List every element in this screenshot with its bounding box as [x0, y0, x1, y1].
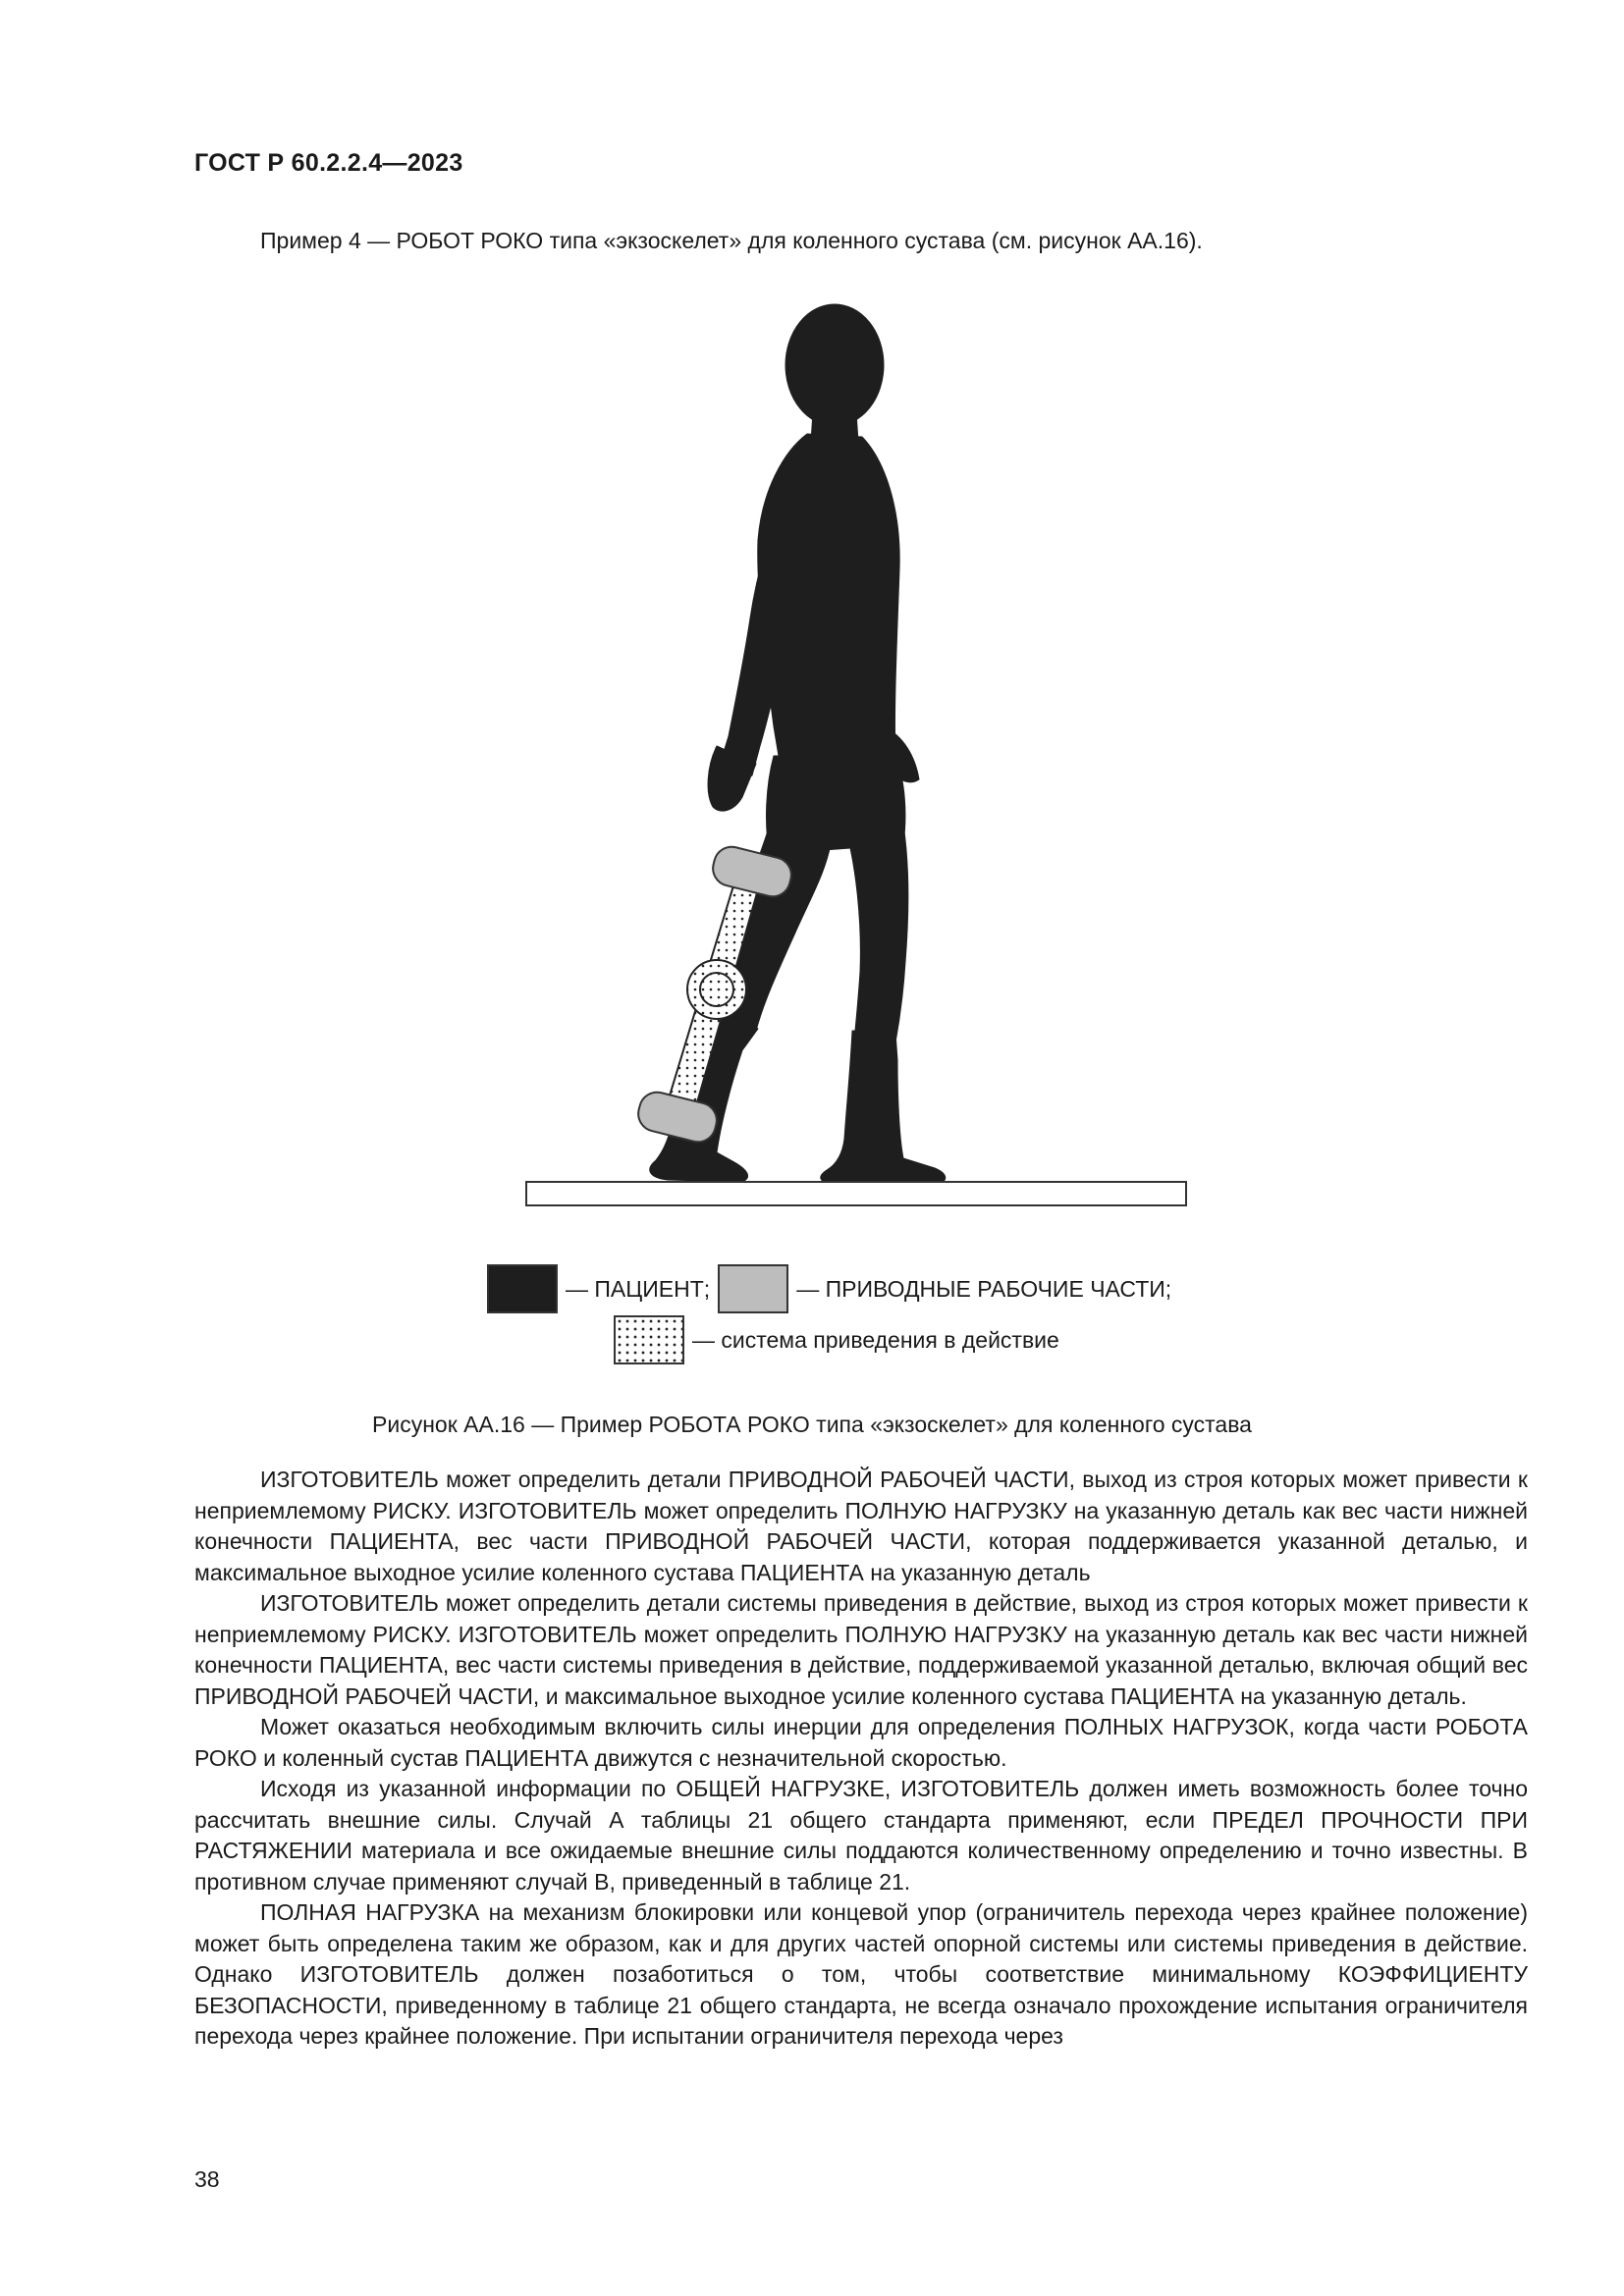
- patient-swatch: [487, 1264, 558, 1313]
- paragraph: Может оказаться необходимым включить силы инерции для определения ПОЛНЫХ НАГРУЗОК, когда части РОБОТА РОКО и коленный сустав ПАЦИЕНТА движутся с незначительной скоростью.: [194, 1714, 1528, 1771]
- floor-platform: [526, 1182, 1186, 1205]
- paragraph: ИЗГОТОВИТЕЛЬ может определить детали ПРИВОДНОЙ РАБОЧЕЙ ЧАСТИ, выход из строя которых может привести к неприемлемому РИСКУ. ИЗГОТОВИТЕЛЬ может определить ПОЛНУЮ НАГРУЗКУ на указанную деталь как вес части нижней конечности ПАЦИЕНТА, вес части ПРИВОДНОЙ РАБОЧЕЙ ЧАСТИ, которая поддерживается указанной деталью, и максимальное выходное усилие коленного сустава ПАЦИЕНТА на указанную деталь: [194, 1467, 1528, 1585]
- legend-row-1: [487, 1264, 1171, 1313]
- paragraph: ИЗГОТОВИТЕЛЬ может определить детали системы приведения в действие, выход из строя которых может привести к неприемлемому РИСКУ. ИЗГОТОВИТЕЛЬ может определить ПОЛНУЮ НАГРУЗКУ на указанную деталь как вес части нижней конечности ПАЦИЕНТА, вес части системы приведения в действие, поддерживаемой указанной деталью, включая общий вес ПРИВОДНОЙ РАБОЧЕЙ ЧАСТИ, и максимальное выходное усилие коленного сустава ПАЦИЕНТА на указанную деталь.: [194, 1590, 1528, 1709]
- figure-caption: Рисунок АА.16 — Пример РОБОТА РОКО типа «экзоскелет» для коленного сустава: [372, 1412, 1252, 1437]
- legend-row-2: [614, 1315, 1059, 1364]
- drive-swatch: [614, 1315, 684, 1364]
- legend-parts-label: — ПРИВОДНЫЕ РАБОЧИЕ ЧАСТИ;: [796, 1275, 1172, 1302]
- document-header: ГОСТ Р 60.2.2.4—2023: [194, 149, 463, 177]
- parts-swatch: [718, 1264, 788, 1313]
- legend-drive-label: — система приведения в действие: [692, 1326, 1059, 1353]
- exoskeleton-figure: [471, 294, 1218, 1227]
- paragraph: Исходя из указанной информации по ОБЩЕЙ НАГРУЗКЕ, ИЗГОТОВИТЕЛЬ должен иметь возможность более точно рассчитать внешние силы. Случай А таблицы 21 общего стандарта применяют, если ПРЕДЕЛ ПРОЧНОСТИ ПРИ РАСТЯЖЕНИИ материала и все ожидаемые внешние силы поддаются количественному определению и точно известны. В противном случае применяют случай В, приведенный в таблице 21.: [194, 1776, 1528, 1895]
- legend-patient-label: — ПАЦИЕНТ;: [566, 1275, 711, 1302]
- knee-joint-inner: [700, 973, 733, 1006]
- body-text: [194, 1465, 1528, 2053]
- paragraph: ПОЛНАЯ НАГРУЗКА на механизм блокировки или концевой упор (ограничитель перехода через крайнее положение) может быть определена таким же образом, как и для других частей опорной системы или системы приведения в действие. Однако ИЗГОТОВИТЕЛЬ должен позаботиться о том, чтобы соответствие минимальному КОЭФФИЦИЕНТУ БЕЗОПАСНОСТИ, приведенному в таблице 21 общего стандарта, не всегда означало прохождение испытания ограничителя перехода через крайнее положение. При испытании ограничителя перехода через: [194, 1899, 1528, 2049]
- page-number: 38: [194, 2166, 220, 2192]
- example-text: Пример 4 — РОБОТ РОКО типа «экзоскелет» для коленного сустава (см. рисунок АА.16).: [260, 228, 1203, 253]
